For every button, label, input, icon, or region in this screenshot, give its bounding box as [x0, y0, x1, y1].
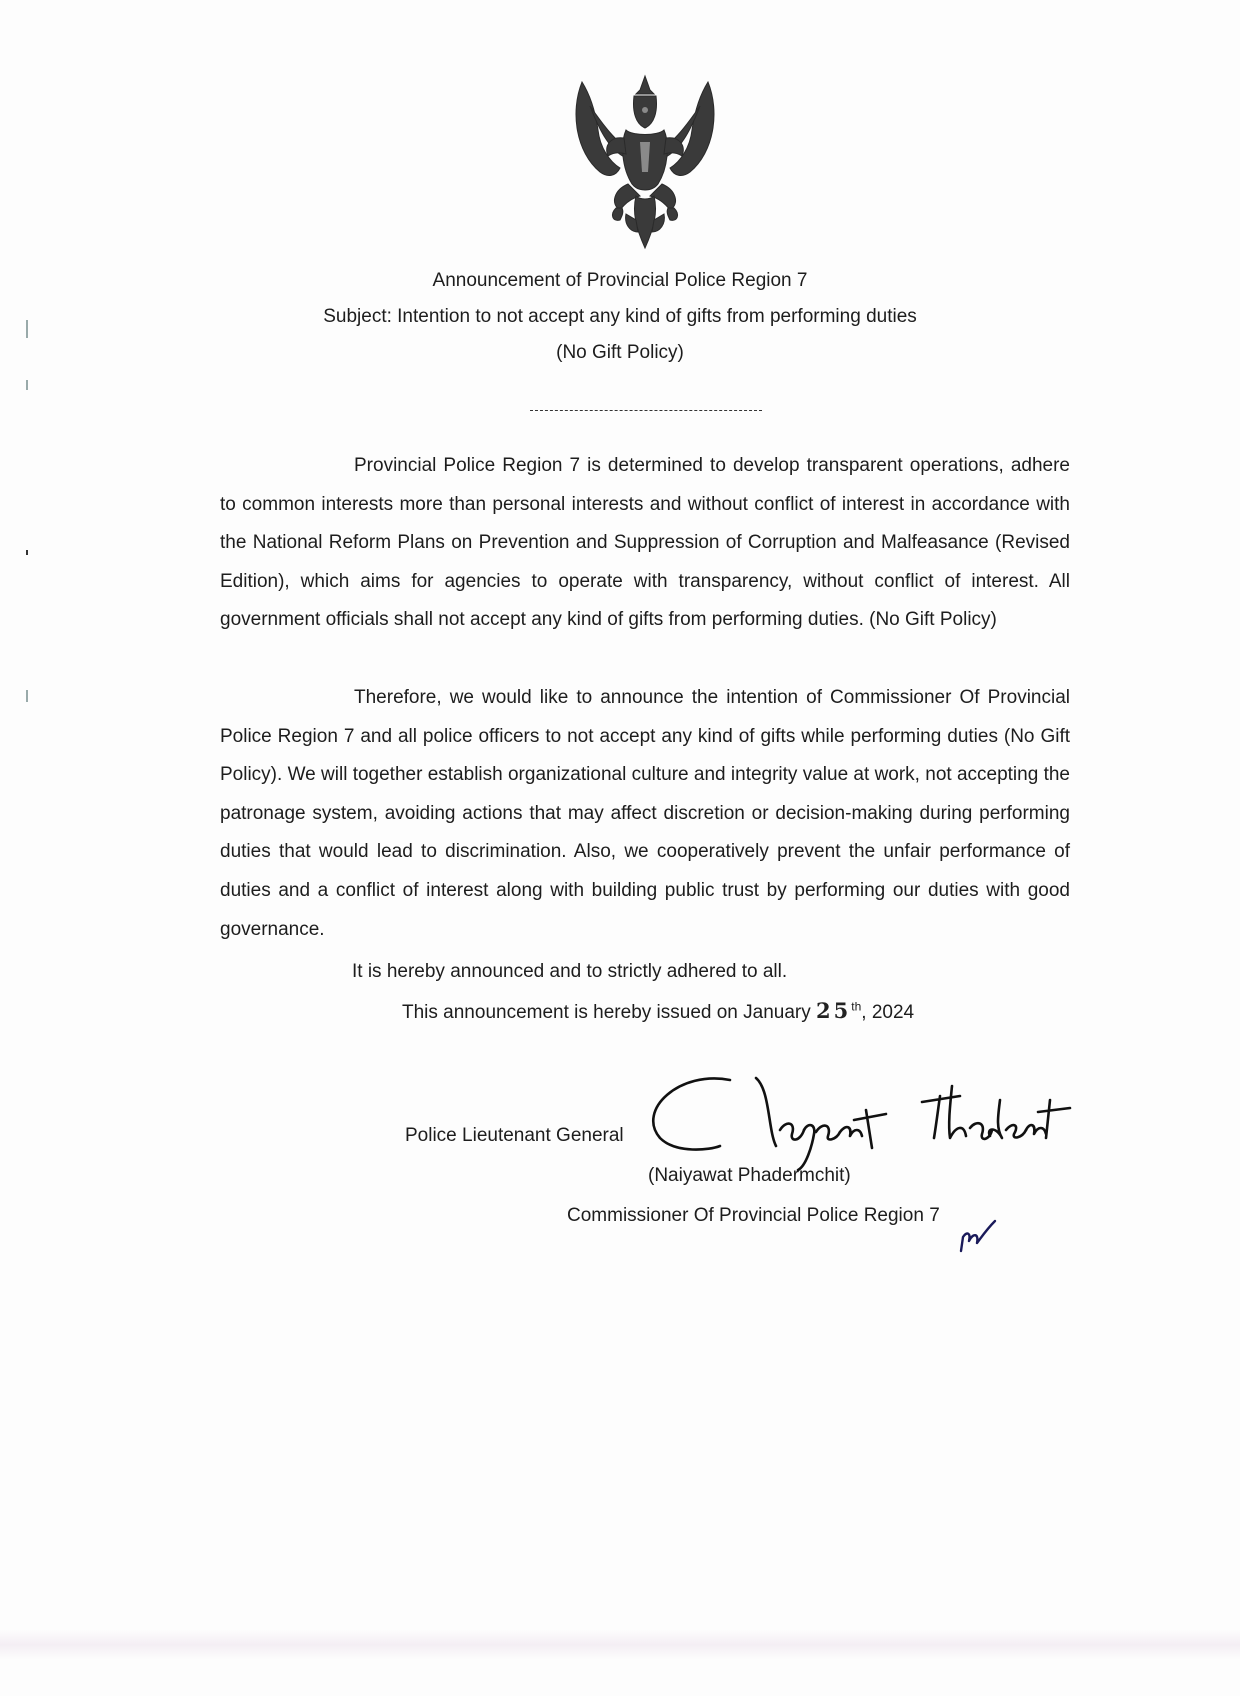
- signatory-position: Commissioner Of Provincial Police Region 7: [567, 1205, 940, 1226]
- scan-artifact: [0, 1630, 1240, 1660]
- scan-edge-marks: [26, 320, 32, 700]
- handwritten-signature: [640, 1050, 1080, 1180]
- paragraph-2: Therefore, we would like to announce the intention of Commissioner Of Provincial Police Region 7 and all police officers to not accept any kind of gifts while performing duties (No Gift Policy). We will together establish organizational culture and integrity value at work, not accepting the patronage system, avoiding actions that may affect discretion or decision-making during performing duties that would lead to discrimination. Also, we cooperatively prevent the unfair performance of duties and a conflict of interest along with building public trust by performing our duties with good governance.: [220, 687, 1070, 940]
- garuda-emblem-icon: [570, 72, 720, 252]
- announcement-title: Announcement of Provincial Police Region 7: [432, 270, 808, 291]
- issue-date-line: [402, 998, 914, 1024]
- closing-line: It is hereby announced and to strictly adhered to all.: [352, 961, 788, 982]
- signatory-name: (Naiyawat Phadermchit): [648, 1165, 851, 1186]
- issue-date-prefix: This announcement is hereby issued on January: [402, 1002, 811, 1023]
- paragraph-1: Provincial Police Region 7 is determined to develop transparent operations, adhere to common interests more than personal interests and without conflict of interest in accordance with the National Reform Plans on Prevention and Suppression of Corruption and Malfeasance (Revised Edition), which aims for agencies to operate with transparency, without conflict of interest. All government officials shall not accept any kind of gifts from performing duties. (No Gift Policy): [220, 455, 1070, 631]
- issue-date-day: 25: [816, 998, 852, 1023]
- issue-date-year: , 2024: [861, 1002, 915, 1023]
- signatory-rank: Police Lieutenant General: [405, 1125, 624, 1146]
- title-divider: [530, 410, 762, 411]
- issue-date-suffix: th: [851, 999, 862, 1014]
- handwritten-initials: [955, 1215, 1001, 1255]
- announcement-subject: Subject: Intention to not accept any kind of gifts from performing duties: [323, 306, 917, 327]
- announcement-subtitle: (No Gift Policy): [556, 342, 684, 363]
